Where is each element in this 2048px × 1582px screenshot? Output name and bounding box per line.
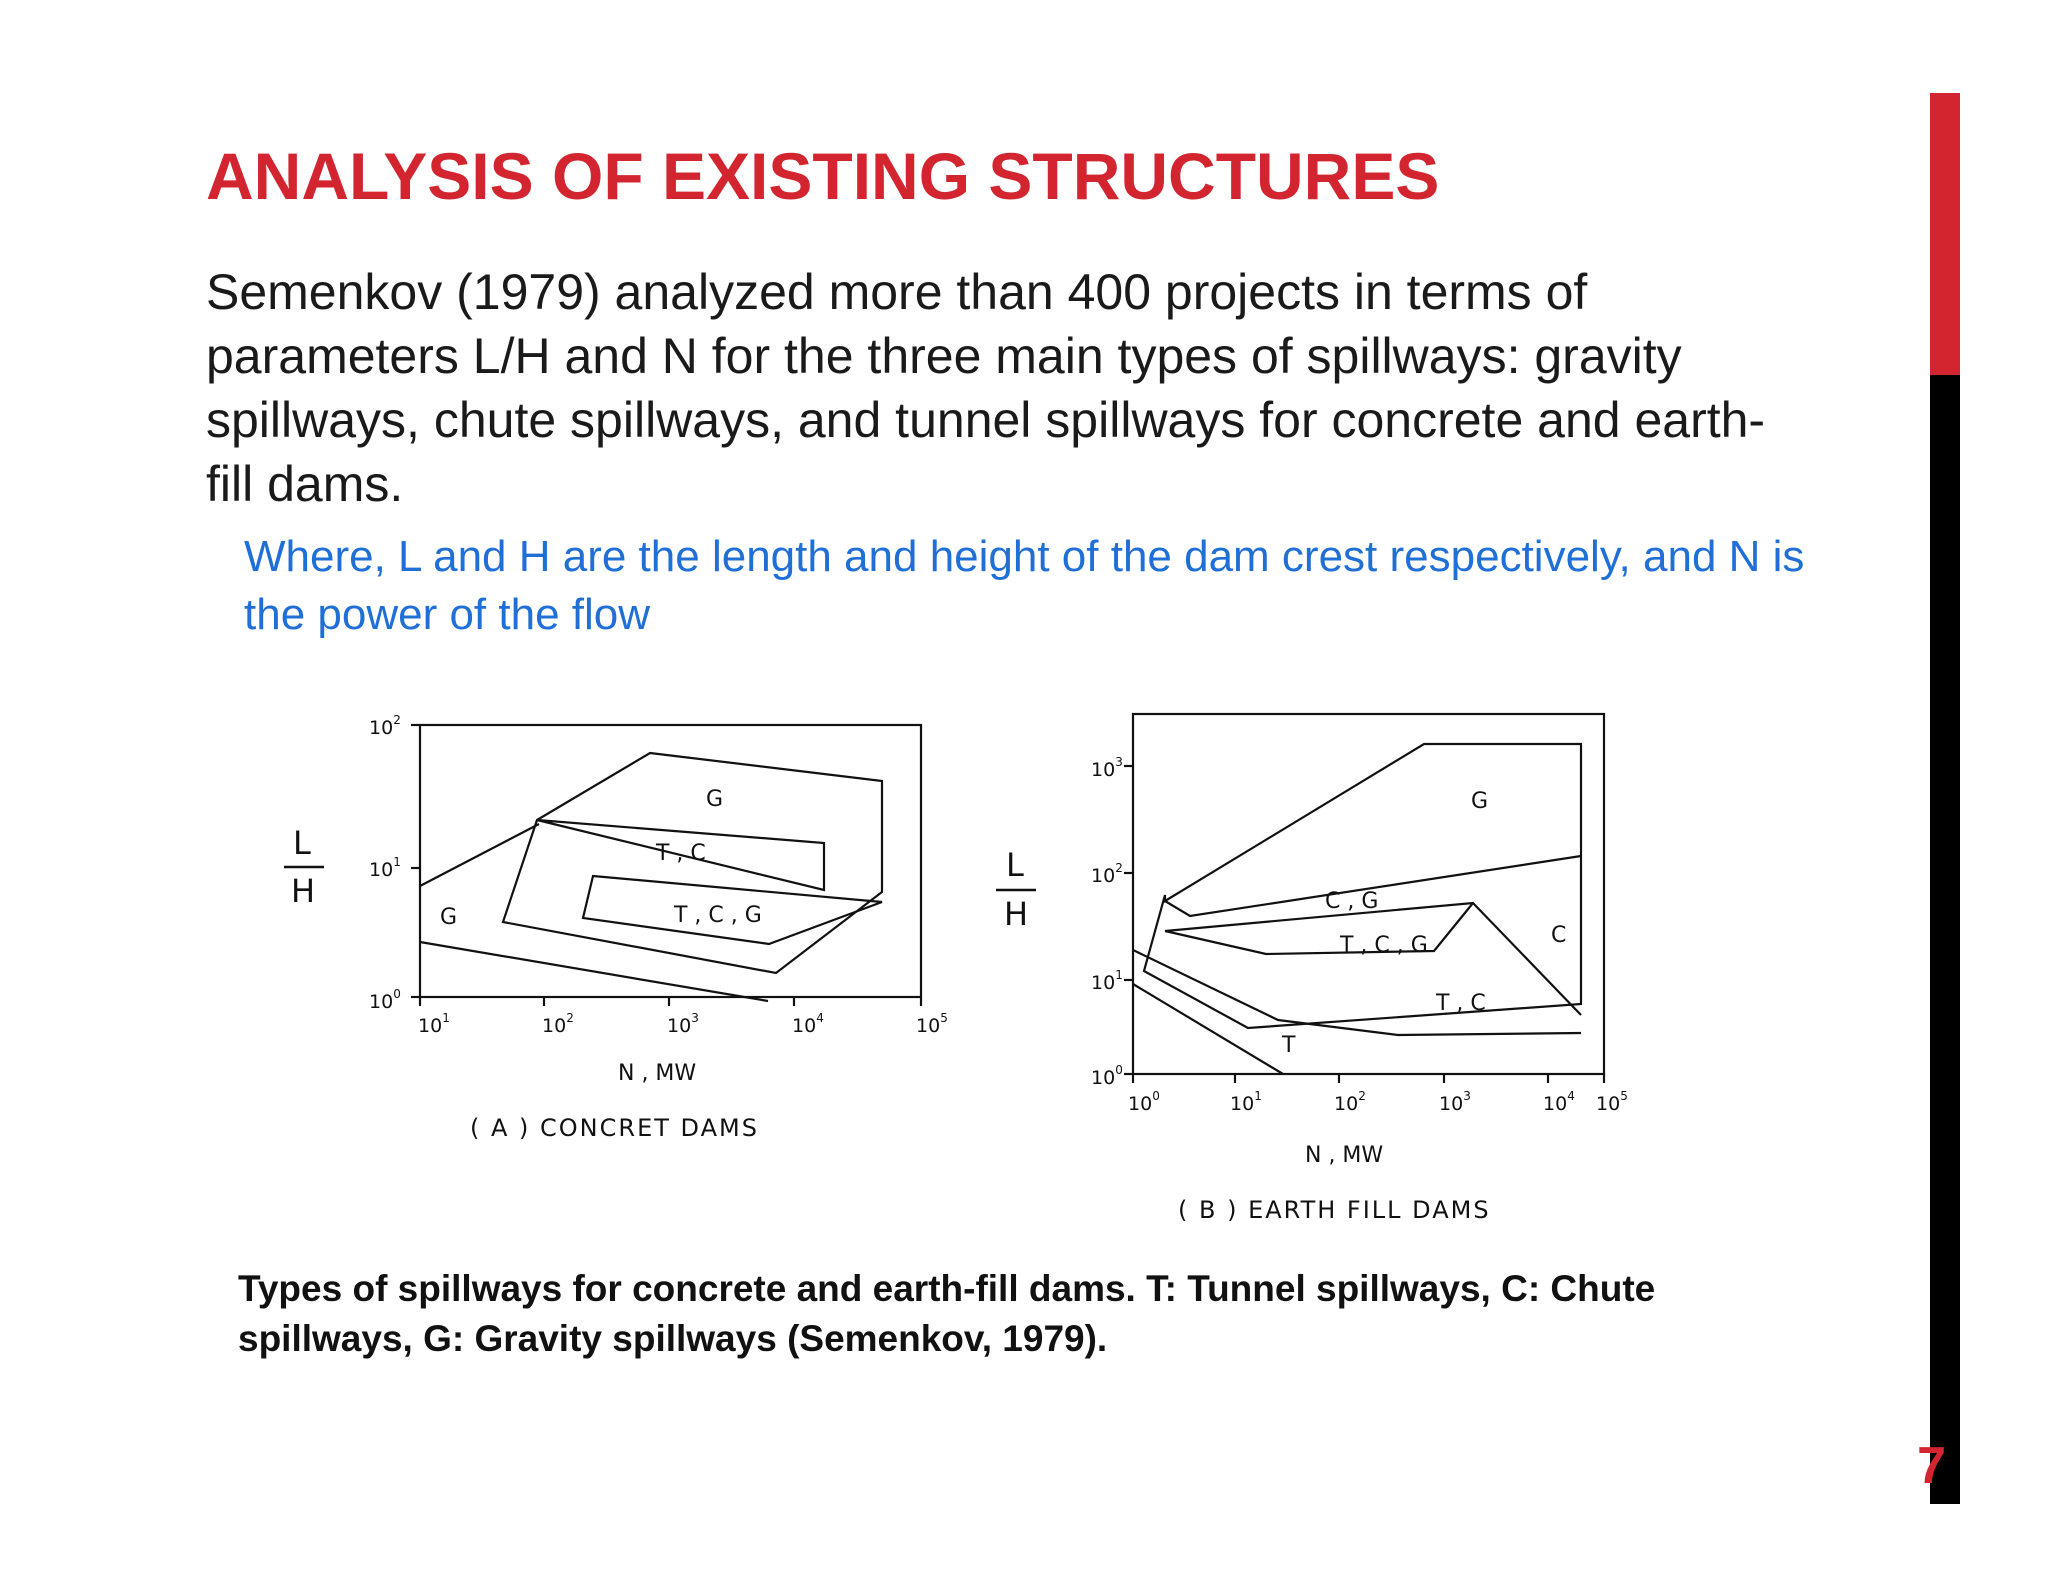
panel-b-ylabel-l: L bbox=[1006, 846, 1024, 884]
panel-a-ylabel-l: L bbox=[293, 824, 311, 862]
panel-a-xtick-label: $10^5$ bbox=[916, 1011, 948, 1037]
panel-b-label-g: G bbox=[1471, 789, 1489, 814]
panel-b-xtick-label: $10^2$ bbox=[1334, 1089, 1366, 1115]
panel-b-region-tc-edge bbox=[1133, 950, 1581, 1035]
spillway-figure bbox=[228, 690, 1648, 1250]
page-number: 7 bbox=[1917, 1437, 1946, 1495]
panel-a-xtick-label: $10^2$ bbox=[542, 1011, 574, 1037]
panel-b-ytick-label: $10^2$ bbox=[1091, 861, 1123, 887]
body-paragraph: Semenkov (1979) analyzed more than 400 projects in terms of parameters L/H and N for the three main types of spillways: gravity spillways, chute spillways, and tunnel spillways for concrete and earth-fill dams. bbox=[206, 264, 1766, 512]
panel-b-label-tc: T , C bbox=[1436, 991, 1486, 1016]
spillway-diagram bbox=[228, 690, 1648, 1250]
panel-a-label-tcg: T , C , G bbox=[674, 903, 762, 928]
panel-b-ytick-label: $10^0$ bbox=[1091, 1063, 1123, 1089]
panel-b-region-c-edge bbox=[1165, 903, 1581, 1015]
panel-b-ytick-label: $10^3$ bbox=[1091, 755, 1123, 781]
panel-a-label-g-lower: G bbox=[440, 905, 458, 930]
definition-note: Where, L and H are the length and height of the dam crest respectively, and N is the power of the flow bbox=[244, 532, 1805, 639]
panel-a-region-g-left-edge bbox=[420, 824, 539, 886]
panel-a-xtick-label: $10^3$ bbox=[667, 1011, 699, 1037]
panel-b-label-cg: C , G bbox=[1325, 889, 1379, 914]
panel-a-xlabel: N , MW bbox=[618, 1061, 697, 1086]
panel-a-region-g-lower-edge bbox=[420, 942, 768, 1001]
figure-caption: Types of spillways for concrete and earth-fill dams. T: Tunnel spillways, C: Chute spillways, G: Gravity spillways (Semenkov, 1979). bbox=[238, 1268, 1656, 1359]
panel-a-ytick-label: $10^0$ bbox=[369, 987, 401, 1013]
panel-b-label-t: T bbox=[1282, 1033, 1296, 1058]
panel-a-xtick-label: $10^1$ bbox=[418, 1011, 450, 1037]
panel-a-subtitle: ( A ) CONCRET DAMS bbox=[470, 1114, 759, 1142]
panel-b-subtitle: ( B ) EARTH FILL DAMS bbox=[1178, 1196, 1491, 1224]
panel-a-xtick-label: $10^4$ bbox=[792, 1011, 824, 1037]
accent-bar-red bbox=[1930, 93, 1960, 375]
panel-b-ytick-label: $10^1$ bbox=[1091, 968, 1123, 994]
panel-b-xtick-label: $10^5$ bbox=[1596, 1089, 1628, 1115]
panel-b-label-c: C bbox=[1551, 923, 1567, 948]
panel-b-xtick-label: $10^1$ bbox=[1230, 1089, 1262, 1115]
slide-title: ANALYSIS OF EXISTING STRUCTURES bbox=[206, 139, 1440, 213]
panel-b-xtick-label: $10^3$ bbox=[1439, 1089, 1471, 1115]
panel-a-ytick-label: $10^2$ bbox=[369, 713, 401, 739]
panel-b-region-t-edge bbox=[1133, 984, 1283, 1074]
panel-b-xlabel: N , MW bbox=[1305, 1143, 1384, 1168]
panel-a-label-g: G bbox=[706, 787, 724, 812]
panel-b-xtick-label: $10^0$ bbox=[1128, 1089, 1160, 1115]
panel-b-label-tcg: T , C , G bbox=[1340, 933, 1428, 958]
panel-b-outline bbox=[1144, 744, 1581, 1028]
accent-bar-black bbox=[1930, 375, 1960, 1504]
panel-a-ylabel-h: H bbox=[291, 872, 316, 910]
panel-b-xtick-label: $10^4$ bbox=[1543, 1089, 1575, 1115]
panel-b-ylabel-h: H bbox=[1004, 895, 1029, 933]
panel-a-label-tc: T , C bbox=[656, 841, 706, 866]
panel-a-ytick-label: $10^1$ bbox=[369, 855, 401, 881]
